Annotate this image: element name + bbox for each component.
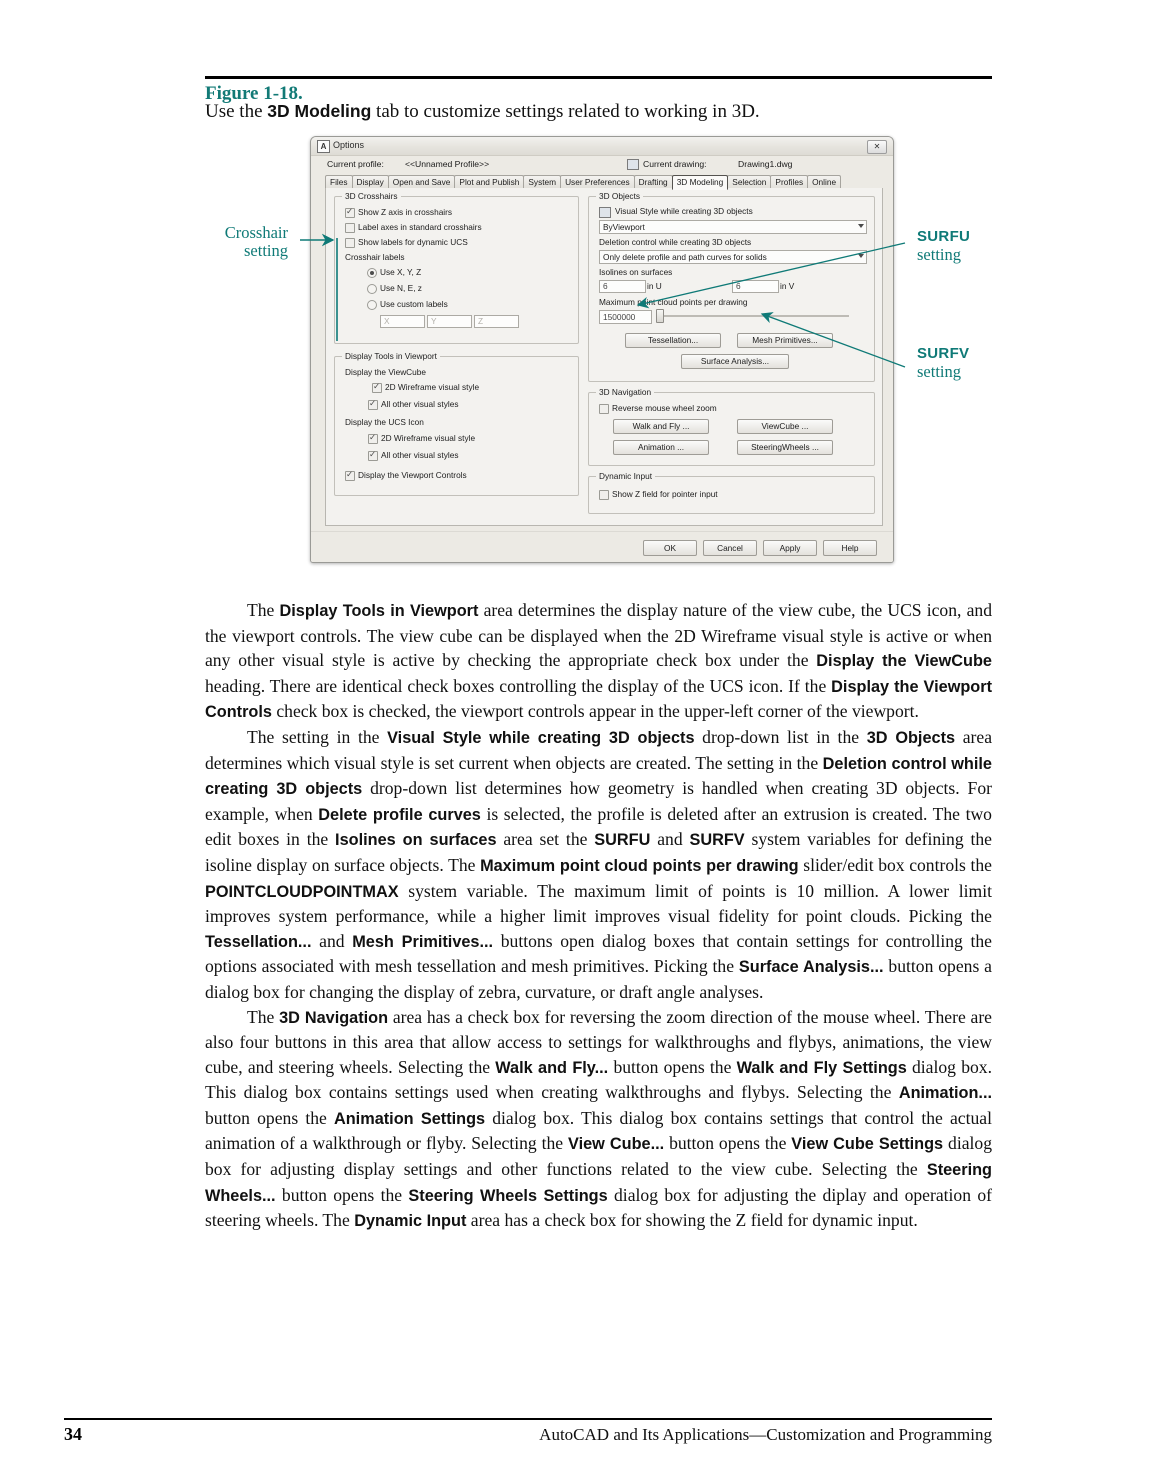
dropdown-visual-style-value: ByViewport [603, 222, 645, 232]
tab-user-preferences[interactable]: User Preferences [560, 175, 635, 188]
label-use-xyz: Use X, Y, Z [380, 267, 422, 277]
label-display-the-viewcube: Display the ViewCube [345, 367, 427, 377]
button-surface-analysis[interactable]: Surface Analysis... [681, 354, 789, 369]
callout-leader-lines [0, 0, 1156, 600]
callout-surfu-setting [917, 228, 970, 264]
label-in-u: in U [647, 281, 662, 291]
label-viewcube-all-other: All other visual styles [381, 399, 459, 409]
figure-number: Figure 1-18. [205, 83, 303, 104]
figure-caption-bold: 3D Modeling [267, 101, 372, 121]
tab-online[interactable]: Online [807, 175, 841, 188]
footer-rule [64, 1418, 992, 1420]
button-steeringwheels[interactable]: SteeringWheels ... [737, 440, 833, 455]
callout-surfv-setting [917, 345, 969, 381]
footer-book-title: AutoCAD and Its Applications—Customization and Programming [539, 1425, 992, 1444]
button-walk-and-fly[interactable]: Walk and Fly ... [613, 419, 709, 434]
tab-3d-modeling[interactable]: 3D Modeling [672, 175, 729, 190]
label-show-labels-dynamic-ucs: Show labels for dynamic UCS [358, 237, 468, 247]
input-isolines-v[interactable]: 6 [732, 280, 779, 293]
input-custom-x[interactable]: X [380, 315, 425, 328]
current-drawing-label: Current drawing: [643, 159, 707, 169]
input-max-point-cloud[interactable]: 1500000 [599, 310, 652, 324]
tab-drafting[interactable]: Drafting [634, 175, 673, 188]
callout-surfv-regular: setting [917, 362, 961, 381]
input-custom-z[interactable]: Z [474, 315, 519, 328]
tab-system[interactable]: System [523, 175, 561, 188]
button-animation[interactable]: Animation ... [613, 440, 709, 455]
tab-profiles[interactable]: Profiles [770, 175, 808, 188]
label-use-nez: Use N, E, z [380, 283, 422, 293]
tab-display[interactable]: Display [352, 175, 389, 188]
label-reverse-mouse-wheel-zoom: Reverse mouse wheel zoom [612, 403, 717, 413]
callout-crosshair-line1: Crosshair [224, 223, 288, 242]
label-display-the-ucs-icon: Display the UCS Icon [345, 417, 424, 427]
current-profile-value: <<Unnamed Profile>> [405, 159, 490, 169]
label-viewcube-2d-wireframe: 2D Wireframe visual style [385, 382, 480, 392]
button-viewcube[interactable]: ViewCube ... [737, 419, 833, 434]
label-display-viewport-controls: Display the Viewport Controls [358, 470, 467, 480]
callout-crosshair-line2: setting [244, 241, 288, 260]
paragraph-2: The setting in the Visual Style while creating 3D objects drop-down list in the 3D Objects area determines which visual style is set current when objects are created. The setting in the Deletion control while creating 3D objects drop-down list determines how geometry is handled when creating 3D objects. For example, when Delete profile curves is selected, the profile is deleted after an extrusion is created. The two edit boxes in the Isolines on surfaces area set the SURFU and SURFV system variables for defining the isoline display on surface objects. The Maximum point cloud points per drawing slider/edit box controls the POINTCLOUDPOINTMAX system variable. The maximum limit of points is 10 million. A lower limit improves system performance, while a higher limit improves visual fidelity for point clouds. Picking the Tessellation... and Mesh Primitives... buttons open dialog boxes that contain settings for controlling the options associated with mesh tessellation and mesh primitives. Picking the Surface Analysis... button opens a dialog box for changing the display of zebra, curvature, or draft angle analyses. [205, 726, 992, 1002]
label-in-v: in V [780, 281, 795, 291]
label-show-z-axis: Show Z axis in crosshairs [358, 207, 453, 217]
group-label-dynamic-input: Dynamic Input [596, 471, 655, 481]
callout-crosshair-setting [170, 224, 288, 260]
group-label-3d-objects: 3D Objects [596, 191, 643, 201]
tab-selection[interactable]: Selection [727, 175, 771, 188]
label-ucs-all-other: All other visual styles [381, 450, 459, 460]
group-label-display-tools: Display Tools in Viewport [342, 351, 440, 361]
autocad-a-icon: A [317, 140, 330, 153]
group-label-3d-navigation: 3D Navigation [596, 387, 654, 397]
close-icon[interactable]: ✕ [867, 140, 887, 154]
button-ok[interactable]: OK [643, 540, 697, 556]
page-number: 34 [64, 1424, 82, 1444]
label-isolines-on-surfaces: Isolines on surfaces [599, 267, 673, 277]
current-drawing-value: Drawing1.dwg [738, 159, 793, 169]
label-deletion-control: Deletion control while creating 3D objects [599, 237, 752, 247]
label-crosshair-labels: Crosshair labels [345, 252, 405, 262]
button-mesh-primitives[interactable]: Mesh Primitives... [737, 333, 833, 348]
dropdown-deletion-control-value: Only delete profile and path curves for solids [603, 252, 767, 262]
tab-open-and-save[interactable]: Open and Save [388, 175, 456, 188]
paragraph-3: The 3D Navigation area has a check box for reversing the zoom direction of the mouse wheel. There are also four buttons in this area that allow access to settings for walkthroughs and flybys, animations, the view cube, and steering wheels. Selecting the Walk and Fly... button opens the Walk and Fly Settings dialog box. This dialog box contains settings used when creating walkthroughs and flybys. Selecting the Animation... button opens the Animation Settings dialog box. This dialog box contains settings that control the actual animation of a walkthrough or flyby. Selecting the View Cube... button opens the View Cube Settings dialog box for adjusting display settings and other functions related to the view cube. Selecting the Steering Wheels... button opens the Steering Wheels Settings dialog box for adjusting the diplay and operation of steering wheels. The Dynamic Input area has a check box for showing the Z field for dynamic input. [205, 1006, 993, 1231]
callout-surfv-bold: SURFV [917, 345, 970, 362]
label-visual-style: Visual Style while creating 3D objects [615, 206, 753, 216]
label-max-point-cloud: Maximum point cloud points per drawing [599, 297, 748, 307]
group-label-3d-crosshairs: 3D Crosshairs [342, 191, 401, 201]
tab-files[interactable]: Files [325, 175, 353, 188]
body-text [205, 598, 992, 1234]
button-cancel[interactable]: Cancel [703, 540, 757, 556]
button-help[interactable]: Help [823, 540, 877, 556]
input-isolines-u[interactable]: 6 [599, 280, 646, 293]
button-tessellation[interactable]: Tessellation... [625, 333, 721, 348]
dialog-title: Options [333, 140, 365, 150]
current-profile-label: Current profile: [327, 159, 384, 169]
button-apply[interactable]: Apply [763, 540, 817, 556]
figure-caption-pre: Use the [205, 101, 268, 122]
callout-surfu-regular: setting [917, 245, 961, 264]
label-use-custom-labels: Use custom labels [380, 299, 448, 309]
input-custom-y[interactable]: Y [427, 315, 472, 328]
paragraph-1: The Display Tools in Viewport area determines the display nature of the view cube, the UCS icon, and the viewport controls. The view cube can be displayed when the 2D Wireframe visual style is active or when any other visual style is active by checking the appropriate check box under the Display the ViewCube heading. There are identical check boxes controlling the display of the UCS icon. If the Display the Viewport Controls check box is checked, the viewport controls appear in the upper-left corner of the viewport. [205, 600, 993, 722]
label-ucs-2d-wireframe: 2D Wireframe visual style [381, 433, 476, 443]
figure-caption-post: tab to customize settings related to working in 3D. [371, 101, 760, 122]
tab-plot-and-publish[interactable]: Plot and Publish [454, 175, 524, 188]
label-label-axes: Label axes in standard crosshairs [358, 222, 482, 232]
label-show-z-field: Show Z field for pointer input [612, 489, 718, 499]
callout-surfu-bold: SURFU [917, 228, 971, 245]
